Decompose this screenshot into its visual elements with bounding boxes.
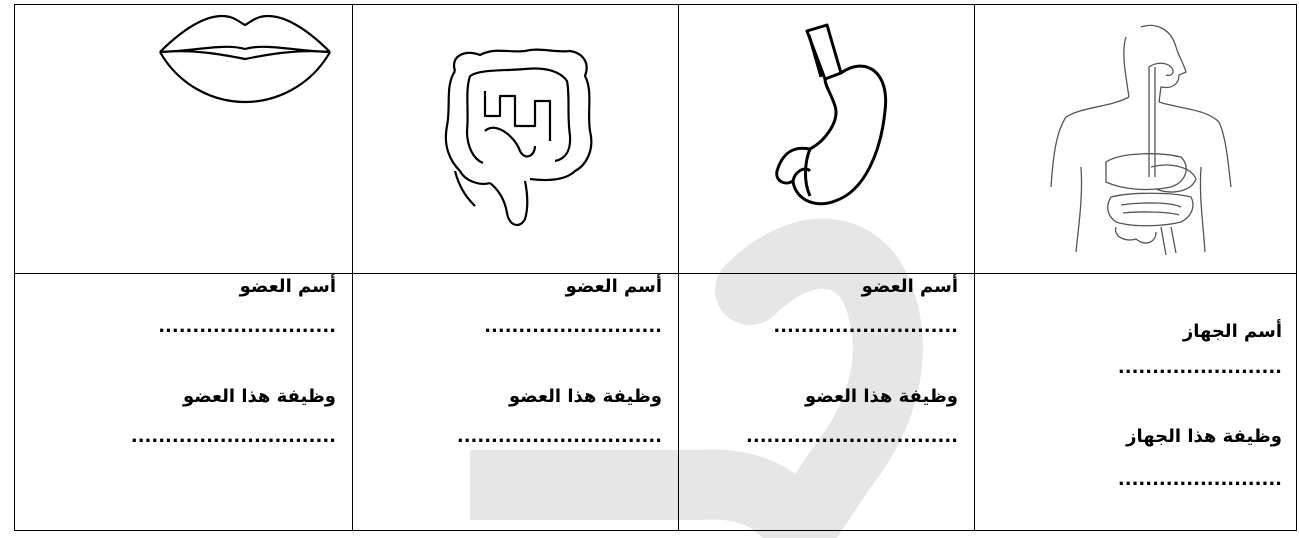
organ-name-label: أسم العضو [861, 276, 958, 297]
organ-name-blank[interactable]: .......................... [158, 316, 336, 337]
system-name-blank[interactable]: ........................ [1117, 357, 1282, 378]
system-function-label: وظيفة هذا الجهاز [1126, 426, 1282, 447]
lips-image-cell [15, 5, 353, 274]
images-row [15, 5, 1297, 274]
stomach-image-cell [679, 5, 975, 274]
organ-text-cell-3 [15, 274, 353, 531]
organ-text-cell-1 [679, 274, 975, 531]
system-function-blank[interactable]: ........................ [1117, 469, 1282, 490]
organ-name-blank[interactable]: ........................... [773, 316, 958, 337]
intestines-icon [425, 41, 605, 231]
intestines-image-cell [353, 5, 679, 274]
organ-name-blank[interactable]: .......................... [484, 316, 662, 337]
digestive-system-icon [1031, 17, 1241, 257]
organ-function-blank[interactable]: ............................... [746, 426, 958, 447]
stomach-icon [765, 21, 895, 231]
organ-function-label: وظيفة هذا العضو [182, 386, 336, 407]
system-name-label: أسم الجهاز [1182, 321, 1282, 342]
organ-function-blank[interactable]: .............................. [130, 426, 336, 447]
worksheet-table [14, 4, 1297, 531]
organ-name-label: أسم العضو [565, 276, 662, 297]
organ-function-label: وظيفة هذا العضو [804, 386, 958, 407]
organ-name-label: أسم العضو [239, 276, 336, 297]
system-text-cell [975, 274, 1297, 531]
organ-text-cell-2 [353, 274, 679, 531]
digestive-system-image-cell [975, 5, 1297, 274]
lips-icon [155, 7, 335, 117]
organ-function-blank[interactable]: .............................. [456, 426, 662, 447]
organ-function-label: وظيفة هذا العضو [508, 386, 662, 407]
labels-row [15, 274, 1297, 531]
